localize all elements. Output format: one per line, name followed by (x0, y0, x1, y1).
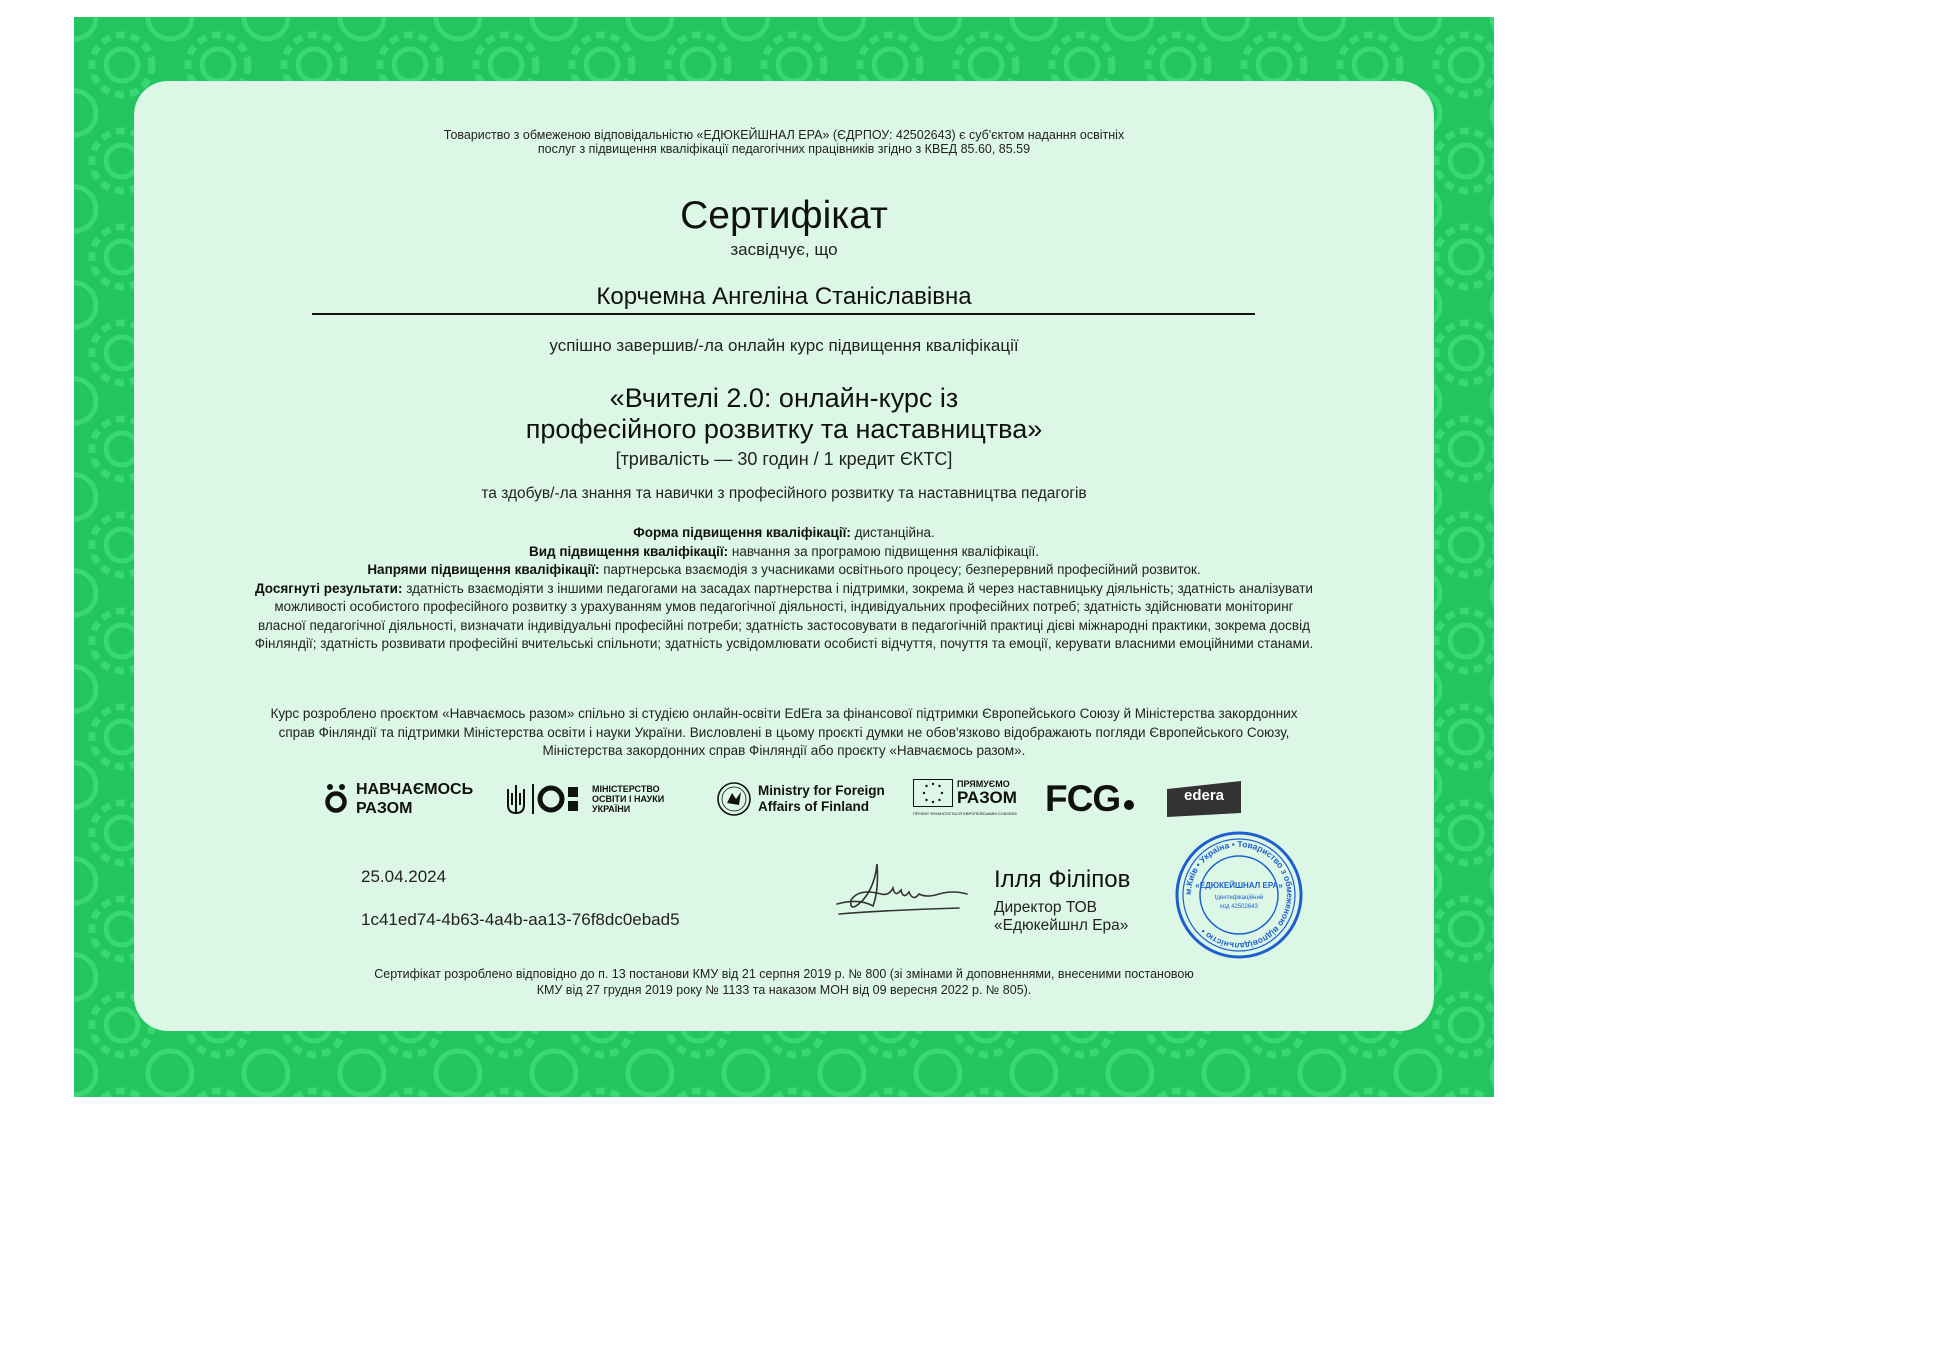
course-details (254, 524, 1314, 654)
eu-flag-icon (913, 779, 953, 807)
certifies-text: засвідчує, що (730, 240, 838, 259)
signer-role (994, 899, 1128, 935)
mon-line-1: МІНІСТЕРСТВО (592, 784, 660, 794)
pryamuemo-line-1: ПРЯМУЄМО (957, 779, 1010, 789)
signer-role-line-2: «Едюкейшнл Ера» (994, 917, 1129, 934)
type-label: Вид підвищення кваліфікації: (528, 543, 729, 559)
certificate-title: Сертифікат (680, 194, 888, 237)
navchaemos-line-1: НАВЧАЄМОСЬ (356, 781, 474, 798)
results-row (254, 580, 1314, 654)
form-value: дистанційна. (850, 525, 935, 540)
edera-text: edera (1183, 787, 1225, 804)
pryamuemo-razom-logo (913, 776, 1021, 822)
directions-label: Напрями підвищення кваліфікації: (367, 562, 600, 577)
navchaemos-razom-logo (324, 776, 473, 822)
recipient-name: Корчемна Ангеліна Станіславівна (596, 283, 972, 310)
fcg-text: FCG (1045, 778, 1121, 819)
finland-emblem-icon (716, 781, 752, 817)
directions-row (254, 561, 1314, 580)
finland-line-2: Affairs of Finland (758, 799, 869, 814)
signer-role-line-1: Директор ТОВ (994, 899, 1097, 916)
issuer-info (134, 128, 1434, 156)
finland-line-1: Ministry for Foreign (758, 783, 885, 798)
stamp-center-line-3: код 42502643 (1220, 904, 1258, 910)
certificate-card (134, 81, 1434, 1031)
pryamuemo-small-text: ПРОЄКТ ФІНАНСУЄТЬСЯ ЄВРОПЕЙСЬКИМ СОЮЗОМ (913, 811, 1017, 816)
certificate-id: 1c41ed74-4b63-4a4b-aa13-76f8dc0ebad5 (361, 910, 680, 929)
course-title-line-1: «Вчителі 2.0: онлайн-курс із (609, 383, 959, 413)
course-title-line-2: професійного розвитку та наставництва» (525, 414, 1043, 444)
name-underline (312, 313, 1255, 315)
acquired-text: та здобув/-ла знання та навички з професійного розвитку та наставництва педагогів (481, 485, 1087, 502)
form-row (254, 524, 1314, 543)
course-duration: [тривалість — 30 годин / 1 кредит ЄКТС] (615, 449, 953, 469)
directions-value: партнерська взаємодія з учасниками освітнього процесу; безперервний професійний розвиток. (599, 562, 1201, 577)
navchaemos-line-2: РАЗОМ (356, 800, 413, 817)
course-title (134, 383, 1434, 445)
mon-line-3: УКРАЇНИ (592, 804, 631, 814)
signer-name: Ілля Філіпов (994, 866, 1131, 893)
finland-mfa-logo (716, 776, 885, 822)
stamp-ring-text: м.Київ • Україна • Товариство з обмеженою відповідальністю • (1182, 838, 1296, 952)
fcg-logo (1045, 776, 1134, 822)
signature-image (829, 856, 979, 926)
navchaemos-razom-icon (324, 782, 348, 816)
stamp-center-line-2: Ідентифікаційний (1214, 895, 1264, 901)
form-label: Форма підвищення кваліфікації: (633, 525, 851, 540)
footnote-line-1: Сертифікат розроблено відповідно до п. 13 постанови КМУ від 21 серпня 2019 р. № 800 (зі змінами й доповненнями, внесеними постановою (374, 967, 1194, 981)
pryamuemo-line-2: РАЗОМ (957, 788, 1017, 807)
results-label: Досягнуті результати: (255, 580, 403, 596)
fcg-dot-icon (1124, 800, 1134, 810)
funding-note: Курс розроблено проєктом «Навчаємось разом» спільно зі студією онлайн-освіти EdEra за фінансової підтримки Європейського Союзу й Міністерства закордонних справ Фінляндії та підтримки Міністерства освіти і науки України. Висловлені в цьому проєкті думки не обов'язково відображають погляди Європейського Союзу, Міністерства закордонних справ Фінляндії або проєкту «Навчаємось разом». (270, 706, 1298, 758)
company-stamp (1174, 830, 1304, 960)
mon-logo (506, 776, 664, 822)
trident-icon (506, 781, 586, 817)
partner-logos (324, 776, 1244, 822)
issue-date: 25.04.2024 (361, 867, 447, 886)
completed-text: успішно завершив/-ла онлайн курс підвищення кваліфікації (549, 336, 1019, 355)
type-value: навчання за програмою підвищення кваліфікації. (728, 543, 1040, 559)
edera-logo (1167, 776, 1241, 822)
footnote-line-2: КМУ від 27 грудня 2019 року № 1133 та наказом МОН від 09 вересня 2022 р. № 805). (536, 983, 1032, 997)
mon-line-2: ОСВІТИ І НАУКИ (592, 794, 665, 804)
type-row (254, 543, 1314, 562)
stamp-center-line-1: «ЕДЮКЕЙШНАЛ ЕРА» (1195, 881, 1283, 890)
issuer-line-2: послуг з підвищення кваліфікації педагогічних працівників згідно з КВЕД 85.60, 85.59 (537, 142, 1031, 156)
results-value: здатність взаємодіяти з іншими педагогами на засадах партнерства і підтримки, зокрема й через наставницьку діяльність; здатність аналізувати можливості особистого професійного розвитку з урахуванням умов педагогічної діяльності, індивідуальних професійних потреб; здатність здійснювати моніторинг власної педагогічної діяльності, визначати індивідуальні професійні потреби; здатність застосовувати в педагогічній практиці дієві міжнародні практики, зокрема досвід Фінляндії; здатність розвивати професійні вчительські спільноти; здатність усвідомлювати особисті відчуття, почуття та емоції, керувати власними емоційними станами. (254, 580, 1314, 651)
legal-footnote (254, 966, 1314, 998)
issuer-line-1: Товариство з обмеженою відповідальністю «ЕДЮКЕЙШНАЛ ЕРА» (ЄДРПОУ: 42502643) є суб'єктом надання освітніх (443, 128, 1125, 142)
